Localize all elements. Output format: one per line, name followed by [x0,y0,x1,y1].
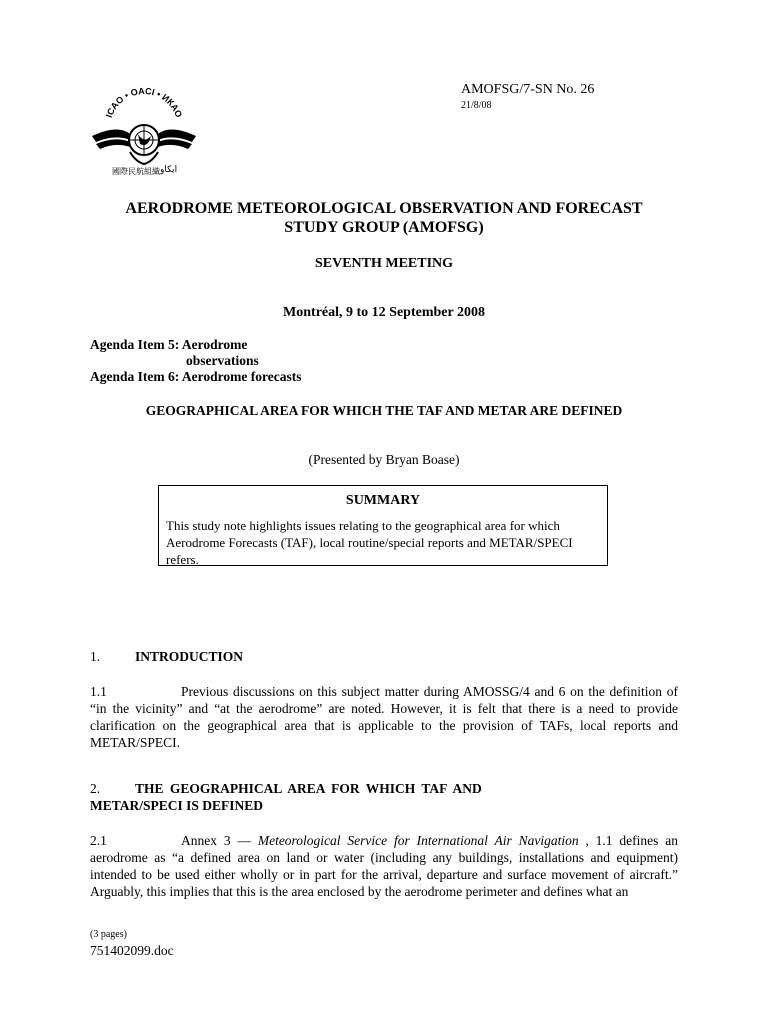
svg-text:國際民航組織: 國際民航組織 [112,167,160,176]
paper-subject: GEOGRAPHICAL AREA FOR WHICH THE TAF AND METAR ARE DEFINED [145,403,623,418]
agenda-item-5-line-2: observations [186,353,259,368]
section-2-heading-line-1: THE GEOGRAPHICAL AREA FOR WHICH TAF AND [135,781,482,796]
agenda-item-5-line-1: Agenda Item 5: Aerodrome [90,337,248,352]
meeting-name: SEVENTH MEETING [314,256,454,271]
section-2-number: 2. [90,781,101,796]
paragraph-2-1-number: 2.1 [90,833,107,848]
paragraph-1-1-number: 1.1 [90,684,107,699]
svg-text:ايكاو: ايكاو [160,165,178,175]
document-date: 21/8/08 [461,100,492,111]
document-filename: 751402099.doc [90,943,174,958]
presented-by: (Presented by Bryan Boase) [308,452,460,467]
summary-text: This study note highlights issues relating to the geographical area for which Aerodrome Forecasts (TAF), local routine/special reports and METAR/SPECI refers. [166,518,573,567]
summary-title: SUMMARY [345,493,421,508]
svg-text:ICAO • OACI • ИКАО: ICAO • OACI • ИКАО [103,85,185,119]
paragraph-2-1 [90,832,678,900]
meeting-location-date: Montréal, 9 to 12 September 2008 [283,305,485,320]
paragraph-2-1-post: , 1.1 defines an aerodrome as “a defined area on land or water (including any buildings, installations and equipment) intended to be used either wholly or in part for the arrival, departure and surface movement of aircraft.” Arguably, this implies that this is the area enclosed by the aerodrome perimeter and defines what an [90,833,678,899]
title-line-2: STUDY GROUP (AMOFSG) [284,219,484,236]
paragraph-2-1-annex-title: Meteorological Service for International Air Navigation [257,833,579,848]
section-2-heading-line-2: METAR/SPECI IS DEFINED [90,798,264,813]
document-reference: AMOFSG/7-SN No. 26 [461,82,595,97]
agenda-item-6: Agenda Item 6: Aerodrome forecasts [90,369,302,384]
page-count: (3 pages) [90,929,127,940]
summary-box [158,485,608,566]
section-1-heading: INTRODUCTION [135,649,244,664]
icao-logo [88,78,200,182]
document-title [0,199,768,237]
paragraph-1-1-text: Previous discussions on this subject matter during AMOSSG/4 and 6 on the definition of “in the vicinity” and “at the aerodrome” are noted. However, it is felt that there is a need to provide clarification on the geographical area that is applicable to the provision of TAFs, local reports and METAR/SPECI. [90,684,678,750]
title-line-1: AERODROME METEOROLOGICAL OBSERVATION AND FORECAST [125,200,643,217]
paragraph-1-1 [90,683,678,751]
paragraph-2-1-pre: Annex 3 — [181,833,251,848]
section-1-number: 1. [90,649,101,664]
